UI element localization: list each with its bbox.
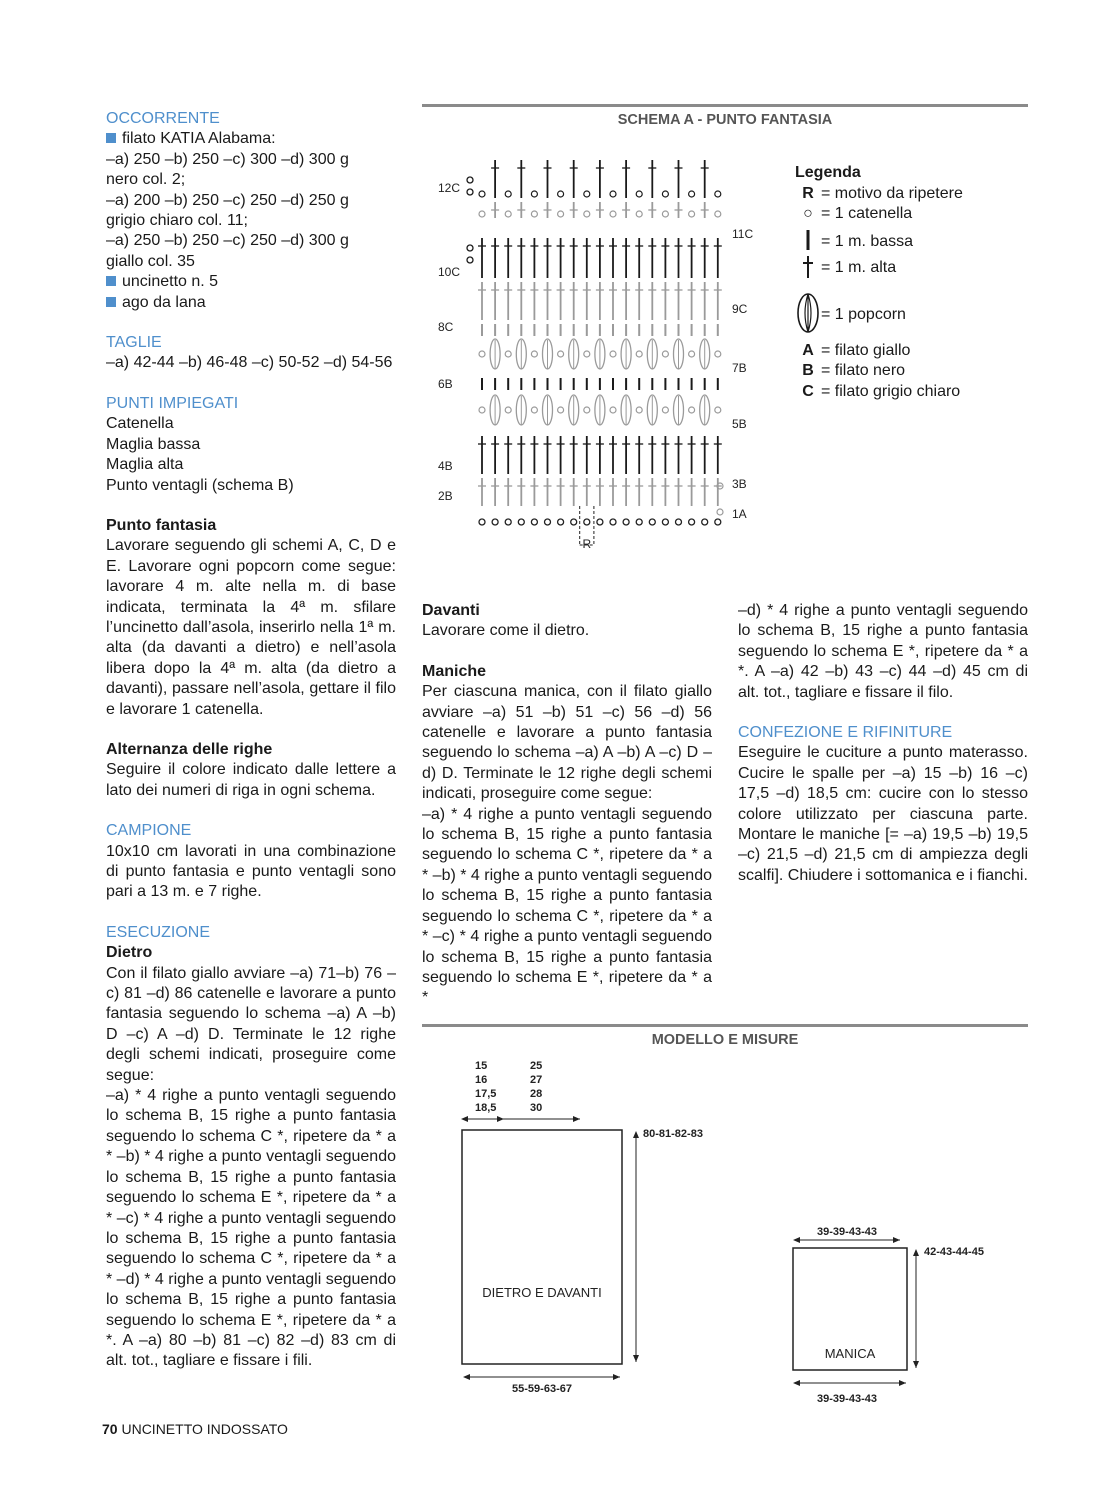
chain-mark bbox=[558, 407, 564, 413]
occ-line: uncinetto n. 5 bbox=[106, 272, 396, 292]
occ-line: –a) 250 –b) 250 –c) 300 –d) 300 g bbox=[106, 150, 349, 168]
chain-mark bbox=[676, 519, 682, 525]
campione-heading: CAMPIONE bbox=[106, 822, 192, 840]
magazine-name: UNCINETTO INDOSSATO bbox=[121, 1421, 288, 1437]
schema-chart bbox=[430, 150, 780, 560]
legend bbox=[795, 163, 1025, 402]
chain-mark bbox=[715, 407, 721, 413]
chain-mark bbox=[479, 191, 485, 197]
chain-mark bbox=[492, 519, 498, 525]
body-width-measure: 55-59-63-67 bbox=[512, 1383, 572, 1395]
chain-mark bbox=[715, 351, 721, 357]
chain-mark bbox=[597, 519, 603, 525]
chain-mark bbox=[558, 211, 564, 217]
chain-mark bbox=[467, 245, 473, 251]
bullet-icon bbox=[106, 276, 116, 286]
chain-mark bbox=[717, 509, 723, 515]
occ-line: –a) 200 –b) 250 –c) 250 –d) 250 g bbox=[106, 191, 349, 209]
chain-mark bbox=[584, 519, 590, 525]
chain-mark bbox=[610, 211, 616, 217]
row-label: 8C bbox=[438, 320, 454, 334]
bullet-icon bbox=[106, 133, 116, 143]
chain-mark bbox=[558, 191, 564, 197]
legend-popcorn: = 1 popcorn bbox=[795, 291, 1025, 333]
occ-line: grigio chiaro col. 11; bbox=[106, 212, 248, 230]
right-column bbox=[738, 601, 1028, 886]
punto-item: Punto ventagli (schema B) bbox=[106, 476, 294, 494]
chain-mark bbox=[689, 519, 695, 525]
body-label: DIETRO E DAVANTI bbox=[482, 1285, 602, 1300]
chain-mark bbox=[571, 519, 577, 525]
punti-heading: PUNTI IMPIEGATI bbox=[106, 394, 239, 412]
modello-rule bbox=[422, 1024, 1028, 1027]
schema-rule bbox=[422, 104, 1028, 107]
chain-mark bbox=[636, 519, 642, 525]
legend-repeat: R = motivo da ripetere bbox=[795, 184, 1025, 205]
taglie-heading: TAGLIE bbox=[106, 334, 162, 352]
shoulder-measure: 16 bbox=[475, 1074, 488, 1086]
chain-mark bbox=[610, 407, 616, 413]
row-label: 7B bbox=[732, 361, 747, 375]
chain-mark bbox=[467, 177, 473, 183]
bullet-icon bbox=[106, 297, 116, 307]
davanti-text: Lavorare come il dietro. bbox=[422, 622, 590, 640]
legend-catenella: ○ = 1 catenella bbox=[795, 204, 1025, 225]
chain-mark bbox=[662, 407, 668, 413]
chain-mark bbox=[623, 519, 629, 525]
chain-mark bbox=[689, 191, 695, 197]
chain-mark bbox=[479, 351, 485, 357]
chain-mark bbox=[558, 519, 564, 525]
chain-mark bbox=[531, 407, 537, 413]
body-piece bbox=[462, 1130, 622, 1364]
modello-diagram bbox=[440, 1050, 1000, 1420]
chain-mark bbox=[584, 211, 590, 217]
row-label: 6B bbox=[438, 377, 453, 391]
dietro-text-2: –a) * 4 righe a punto ventagli seguendo lo schema B, 15 righe a punto fantasia seguendo lo schema C *, ripetere da * a * –b) * 4 righe a punto ventagli seguendo lo schema B, 15 righe a punto fantasia seguendo lo schema E *, ripetere da * a * –c) * 4 righe a punto ventagli seguendo lo schema B, 15 righe a punto fantasia seguendo lo schema C *, ripetere da * a * –d) * 4 righe a punto ventagli seguendo lo schema B, 15 righe a punto fantasia seguendo lo schema E *, ripetere da * a *. A –a) 80 –b) 81 –c) 82 –d) 83 cm di alt. tot., tagliare e fissare i fili. bbox=[106, 1087, 396, 1370]
confezione-heading: CONFEZIONE E RIFINITURE bbox=[738, 724, 953, 742]
chain-mark bbox=[610, 191, 616, 197]
punto-item: Maglia alta bbox=[106, 456, 184, 474]
occorrente-heading: OCCORRENTE bbox=[106, 110, 220, 127]
page-number: 70 bbox=[102, 1421, 118, 1437]
schema-title: SCHEMA A - PUNTO FANTASIA bbox=[617, 112, 833, 128]
punto-fantasia-heading: Punto fantasia bbox=[106, 516, 217, 534]
legend-title: Legenda bbox=[795, 164, 861, 181]
chain-mark bbox=[636, 211, 642, 217]
chain-mark bbox=[649, 519, 655, 525]
shoulder-measure: 15 bbox=[475, 1060, 488, 1072]
legend-alta: = 1 m. alta bbox=[795, 256, 1025, 279]
davanti-heading: Davanti bbox=[422, 602, 480, 619]
legend-c: C = filato grigio chiaro bbox=[802, 382, 961, 400]
maniche-continued: –d) * 4 righe a punto ventagli seguendo lo schema B, 15 righe a punto fantasia seguendo lo schema E *, ripetere da * a *. A –a) 42 –b) 43 –c) 44 –d) 45 cm di alt. tot., tagliare e fissare il filo. bbox=[738, 602, 1028, 701]
chain-mark bbox=[558, 351, 564, 357]
chain-mark bbox=[610, 351, 616, 357]
row-label: 9C bbox=[732, 302, 748, 316]
chain-mark bbox=[689, 351, 695, 357]
dietro-text: Con il filato giallo avviare –a) 71–b) 76 –c) 81 –d) 86 catenelle e lavorare a punto fantasia seguendo lo schema –a) A –b) D –c) A –d) D. Terminate le 12 righe degli schemi indicati, proseguire come segue: bbox=[106, 964, 396, 1084]
punto-item: Catenella bbox=[106, 415, 174, 433]
chain-mark bbox=[518, 519, 524, 525]
chain-mark bbox=[715, 519, 721, 525]
occ-line: –a) 250 –b) 250 –c) 250 –d) 300 g bbox=[106, 232, 349, 250]
chain-mark bbox=[662, 351, 668, 357]
chain-mark bbox=[531, 211, 537, 217]
confezione-text: Eseguire le cuciture a punto materasso. Cucire le spalle per –a) 15 –b) 16 –c) 17,5 –d) 18,5 cm: cucire con lo stesso colore utilizzato per ciascuna parte. Montare le maniche [= –a) 19,5 –b) 19,5 –c) 21,5 –d) 21,5 cm di ampiezza degli scalfi]. Chiudere i sottomanica e i fianchi. bbox=[738, 744, 1028, 884]
neck-measure: 30 bbox=[530, 1102, 543, 1114]
body-height-measure: 80-81-82-83 bbox=[643, 1128, 703, 1140]
alternanza-heading: Alternanza delle righe bbox=[106, 740, 273, 758]
chain-mark bbox=[715, 191, 721, 197]
maniche-text: Per ciascuna manica, con il filato giallo avviare –a) 51 –b) 51 –c) 56 –d) 56 catenelle e lavorare a punto fantasia seguendo lo schema –a) A –b) A –c) D –d) D. Terminate le 12 righe degli schemi indicati, proseguire come segue: bbox=[422, 683, 712, 803]
modello-title: MODELLO E MISURE bbox=[651, 1032, 799, 1048]
chain-mark bbox=[479, 407, 485, 413]
occ-line: filato KATIA Alabama: bbox=[106, 129, 396, 149]
chain-mark bbox=[689, 407, 695, 413]
maniche-text-2: –a) * 4 righe a punto ventagli seguendo lo schema B, 15 righe a punto fantasia seguendo lo schema C *, ripetere da * a * –b) * 4 righe a punto ventagli seguendo lo schema B, 15 righe a punto fantasia seguendo lo schema C *, ripetere da * a * –c) * 4 righe a punto ventagli seguendo lo schema B, 15 righe a punto fantasia seguendo lo schema E *, ripetere da * a * bbox=[422, 805, 712, 1007]
left-column bbox=[106, 109, 396, 1372]
chain-mark bbox=[505, 191, 511, 197]
shoulder-measure: 18,5 bbox=[475, 1102, 497, 1114]
chain-mark bbox=[715, 211, 721, 217]
esecuzione-heading: ESECUZIONE bbox=[106, 923, 211, 941]
taglie-text: –a) 42-44 –b) 46-48 –c) 50-52 –d) 54-56 bbox=[106, 354, 393, 372]
chain-mark bbox=[531, 351, 537, 357]
punto-fantasia-text: Lavorare seguendo gli schemi A, C, D e E. Lavorare ogni popcorn come segue: lavorare 4 m. alte nella m. di base indicata, terminata la 4ª m. sfilare l’uncinetto dall’asola, inserirlo nella 1ª m. alta (da davanti a dietro) e nell’asola libera dopo la 4ª m. alta (da dietro a davanti), passare nell’asola, gettare il filo e lavorare 1 catenella. bbox=[106, 537, 396, 718]
chain-mark bbox=[531, 191, 537, 197]
legend-b: B = filato nero bbox=[802, 362, 906, 379]
chain-mark bbox=[636, 407, 642, 413]
page-footer bbox=[102, 1421, 288, 1437]
chain-mark bbox=[505, 211, 511, 217]
single-crochet-icon bbox=[795, 230, 821, 253]
double-crochet-icon bbox=[795, 256, 821, 279]
chain-mark bbox=[467, 189, 473, 195]
occ-line: nero col. 2; bbox=[106, 171, 186, 189]
row-label: 3B bbox=[732, 477, 747, 491]
chain-mark bbox=[531, 519, 537, 525]
chain-mark bbox=[662, 519, 668, 525]
middle-column bbox=[422, 601, 712, 1009]
chain-mark bbox=[505, 407, 511, 413]
sleeve-label: MANICA bbox=[824, 1346, 876, 1361]
chain-symbol-icon: ○ bbox=[803, 205, 813, 222]
punto-item: Maglia bassa bbox=[106, 435, 201, 453]
row-label: 12C bbox=[438, 181, 461, 195]
chain-mark bbox=[636, 351, 642, 357]
chain-mark bbox=[636, 191, 642, 197]
neck-measure: 27 bbox=[530, 1074, 543, 1086]
row-label: 4B bbox=[438, 459, 453, 473]
chain-mark bbox=[584, 191, 590, 197]
row-label: 2B bbox=[438, 489, 453, 503]
chain-mark bbox=[662, 191, 668, 197]
campione-text: 10x10 cm lavorati in una combinazione di punto fantasia e punto ventagli sono pari a 13 m. e 7 righe. bbox=[106, 842, 396, 901]
legend-a: A = filato giallo bbox=[802, 341, 911, 359]
shoulder-measure: 17,5 bbox=[475, 1088, 497, 1100]
row-label: 1A bbox=[732, 507, 747, 521]
sleeve-bottom-measure: 39-39-43-43 bbox=[817, 1393, 877, 1405]
chain-mark bbox=[584, 351, 590, 357]
legend-bassa: = 1 m. bassa bbox=[795, 230, 1025, 253]
occ-line: ago da lana bbox=[106, 293, 396, 313]
chain-mark bbox=[505, 519, 511, 525]
chain-mark bbox=[689, 211, 695, 217]
sleeve-height-measure: 42-43-44-45 bbox=[924, 1246, 984, 1258]
legend-sym-r: R bbox=[802, 184, 814, 202]
occ-line: giallo col. 35 bbox=[106, 252, 195, 270]
dietro-heading: Dietro bbox=[106, 944, 153, 962]
chain-mark bbox=[467, 257, 473, 263]
neck-measure: 25 bbox=[530, 1060, 543, 1072]
popcorn-icon bbox=[795, 291, 821, 333]
chain-mark bbox=[545, 519, 551, 525]
chain-mark bbox=[610, 519, 616, 525]
chain-mark bbox=[662, 211, 668, 217]
row-label: 10C bbox=[438, 265, 461, 279]
chain-mark bbox=[505, 351, 511, 357]
chain-mark bbox=[702, 519, 708, 525]
chain-mark bbox=[584, 407, 590, 413]
row-label: 5B bbox=[732, 417, 747, 431]
chain-mark bbox=[479, 211, 485, 217]
sleeve-top-measure: 39-39-43-43 bbox=[817, 1226, 877, 1238]
repeat-label: R bbox=[582, 537, 592, 551]
row-label: 11C bbox=[732, 227, 754, 241]
neck-measure: 28 bbox=[530, 1088, 543, 1100]
alternanza-text: Seguire il colore indicato dalle lettere a lato dei numeri di riga in ogni schema. bbox=[106, 761, 396, 799]
chain-mark bbox=[479, 519, 485, 525]
maniche-heading: Maniche bbox=[422, 662, 487, 680]
